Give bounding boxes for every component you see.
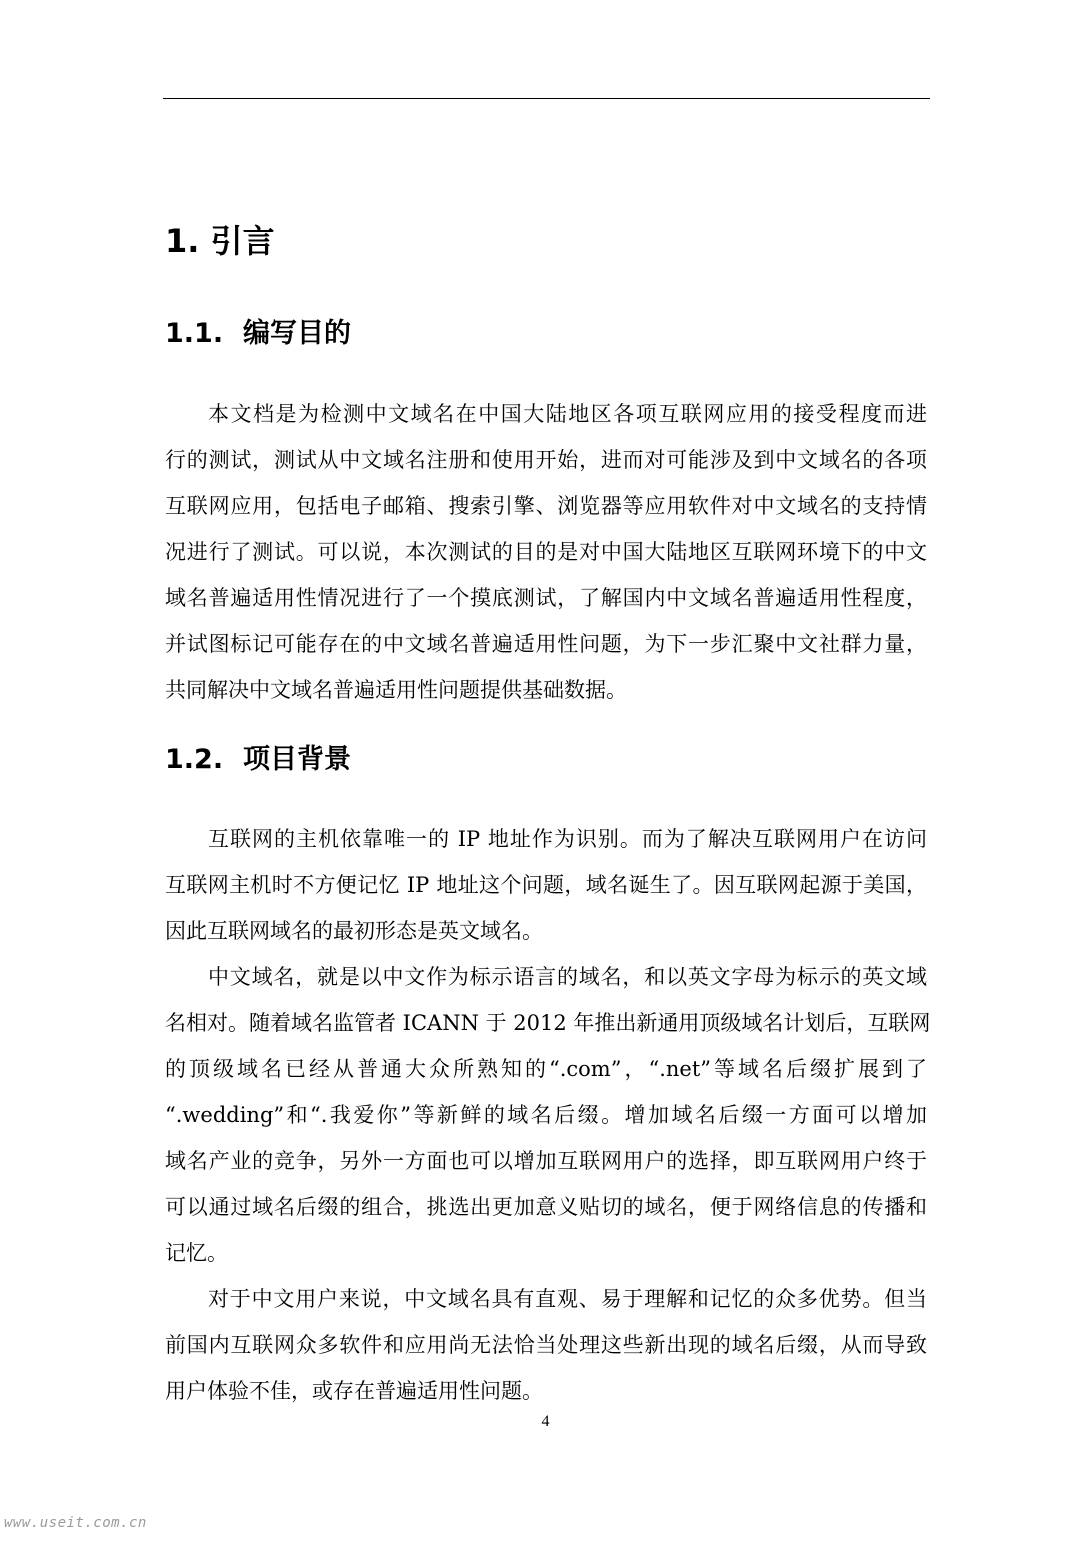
paragraph-line: 域名产业的竞争，另外一方面也可以增加互联网用户的选择，即互联网用户终于 xyxy=(165,1149,927,1173)
heading-1-1-number: 1.1. xyxy=(165,318,224,349)
heading-1-2 xyxy=(165,740,351,780)
paragraph-background-2 xyxy=(165,954,931,1276)
page-number: 4 xyxy=(541,1413,550,1430)
paragraph-line: 域名普遍适用性情况进行了一个摸底测试，了解国内中文域名普遍适用性程度， xyxy=(165,586,927,610)
paragraph-line: 用户体验不佳，或存在普遍适用性问题。 xyxy=(165,1379,543,1403)
paragraph-line: 的顶级域名已经从普通大众所熟知的“.com”，“.net”等域名后缀扩展到了 xyxy=(165,1057,927,1081)
paragraph-line: “.wedding”和“.我爱你”等新鲜的域名后缀。增加域名后缀一方面可以增加 xyxy=(165,1103,927,1127)
heading-1-title: 引言 xyxy=(210,222,275,260)
paragraph-line: 因此互联网域名的最初形态是英文域名。 xyxy=(165,919,543,943)
paragraph-line: 本文档是为检测中文域名在中国大陆地区各项互联网应用的接受程度而进 xyxy=(208,402,927,426)
heading-1-number: 1. xyxy=(165,222,200,260)
paragraph-line: 互联网主机时不方便记忆 IP 地址这个问题，域名诞生了。因互联网起源于美国， xyxy=(165,873,927,897)
paragraph-purpose xyxy=(165,391,927,713)
heading-1-1-title: 编写目的 xyxy=(243,318,351,349)
paragraph-background-3 xyxy=(165,1276,927,1414)
paragraph-line: 况进行了测试。可以说，本次测试的目的是对中国大陆地区互联网环境下的中文 xyxy=(165,540,927,564)
watermark: www.useit.com.cn xyxy=(4,1515,147,1531)
header-rule xyxy=(163,98,930,99)
paragraph-line: 共同解决中文域名普遍适用性问题提供基础数据。 xyxy=(165,678,627,702)
paragraph-line: 名相对。随着域名监管者 ICANN 于 2012 年推出新通用顶级域名计划后，互联网 xyxy=(165,1011,931,1035)
paragraph-line: 互联网的主机依靠唯一的 IP 地址作为识别。而为了解决互联网用户在访问 xyxy=(208,827,927,851)
heading-1-1 xyxy=(165,314,351,354)
paragraph-line: 对于中文用户来说，中文域名具有直观、易于理解和记忆的众多优势。但当 xyxy=(208,1287,927,1311)
paragraph-background-1 xyxy=(165,816,927,954)
paragraph-line: 行的测试，测试从中文域名注册和使用开始，进而对可能涉及到中文域名的各项 xyxy=(165,448,927,472)
heading-1-2-title: 项目背景 xyxy=(243,744,351,775)
heading-1-2-number: 1.2. xyxy=(165,744,224,775)
paragraph-line: 并试图标记可能存在的中文域名普遍适用性问题，为下一步汇聚中文社群力量， xyxy=(165,632,927,656)
paragraph-line: 前国内互联网众多软件和应用尚无法恰当处理这些新出现的域名后缀，从而导致 xyxy=(165,1333,927,1357)
paragraph-line: 中文域名，就是以中文作为标示语言的域名，和以英文字母为标示的英文域 xyxy=(208,965,927,989)
paragraph-line: 互联网应用，包括电子邮箱、搜索引擎、浏览器等应用软件对中文域名的支持情 xyxy=(165,494,927,518)
heading-1 xyxy=(165,218,275,264)
paragraph-line: 可以通过域名后缀的组合，挑选出更加意义贴切的域名，便于网络信息的传播和 xyxy=(165,1195,927,1219)
paragraph-line: 记忆。 xyxy=(165,1241,228,1265)
